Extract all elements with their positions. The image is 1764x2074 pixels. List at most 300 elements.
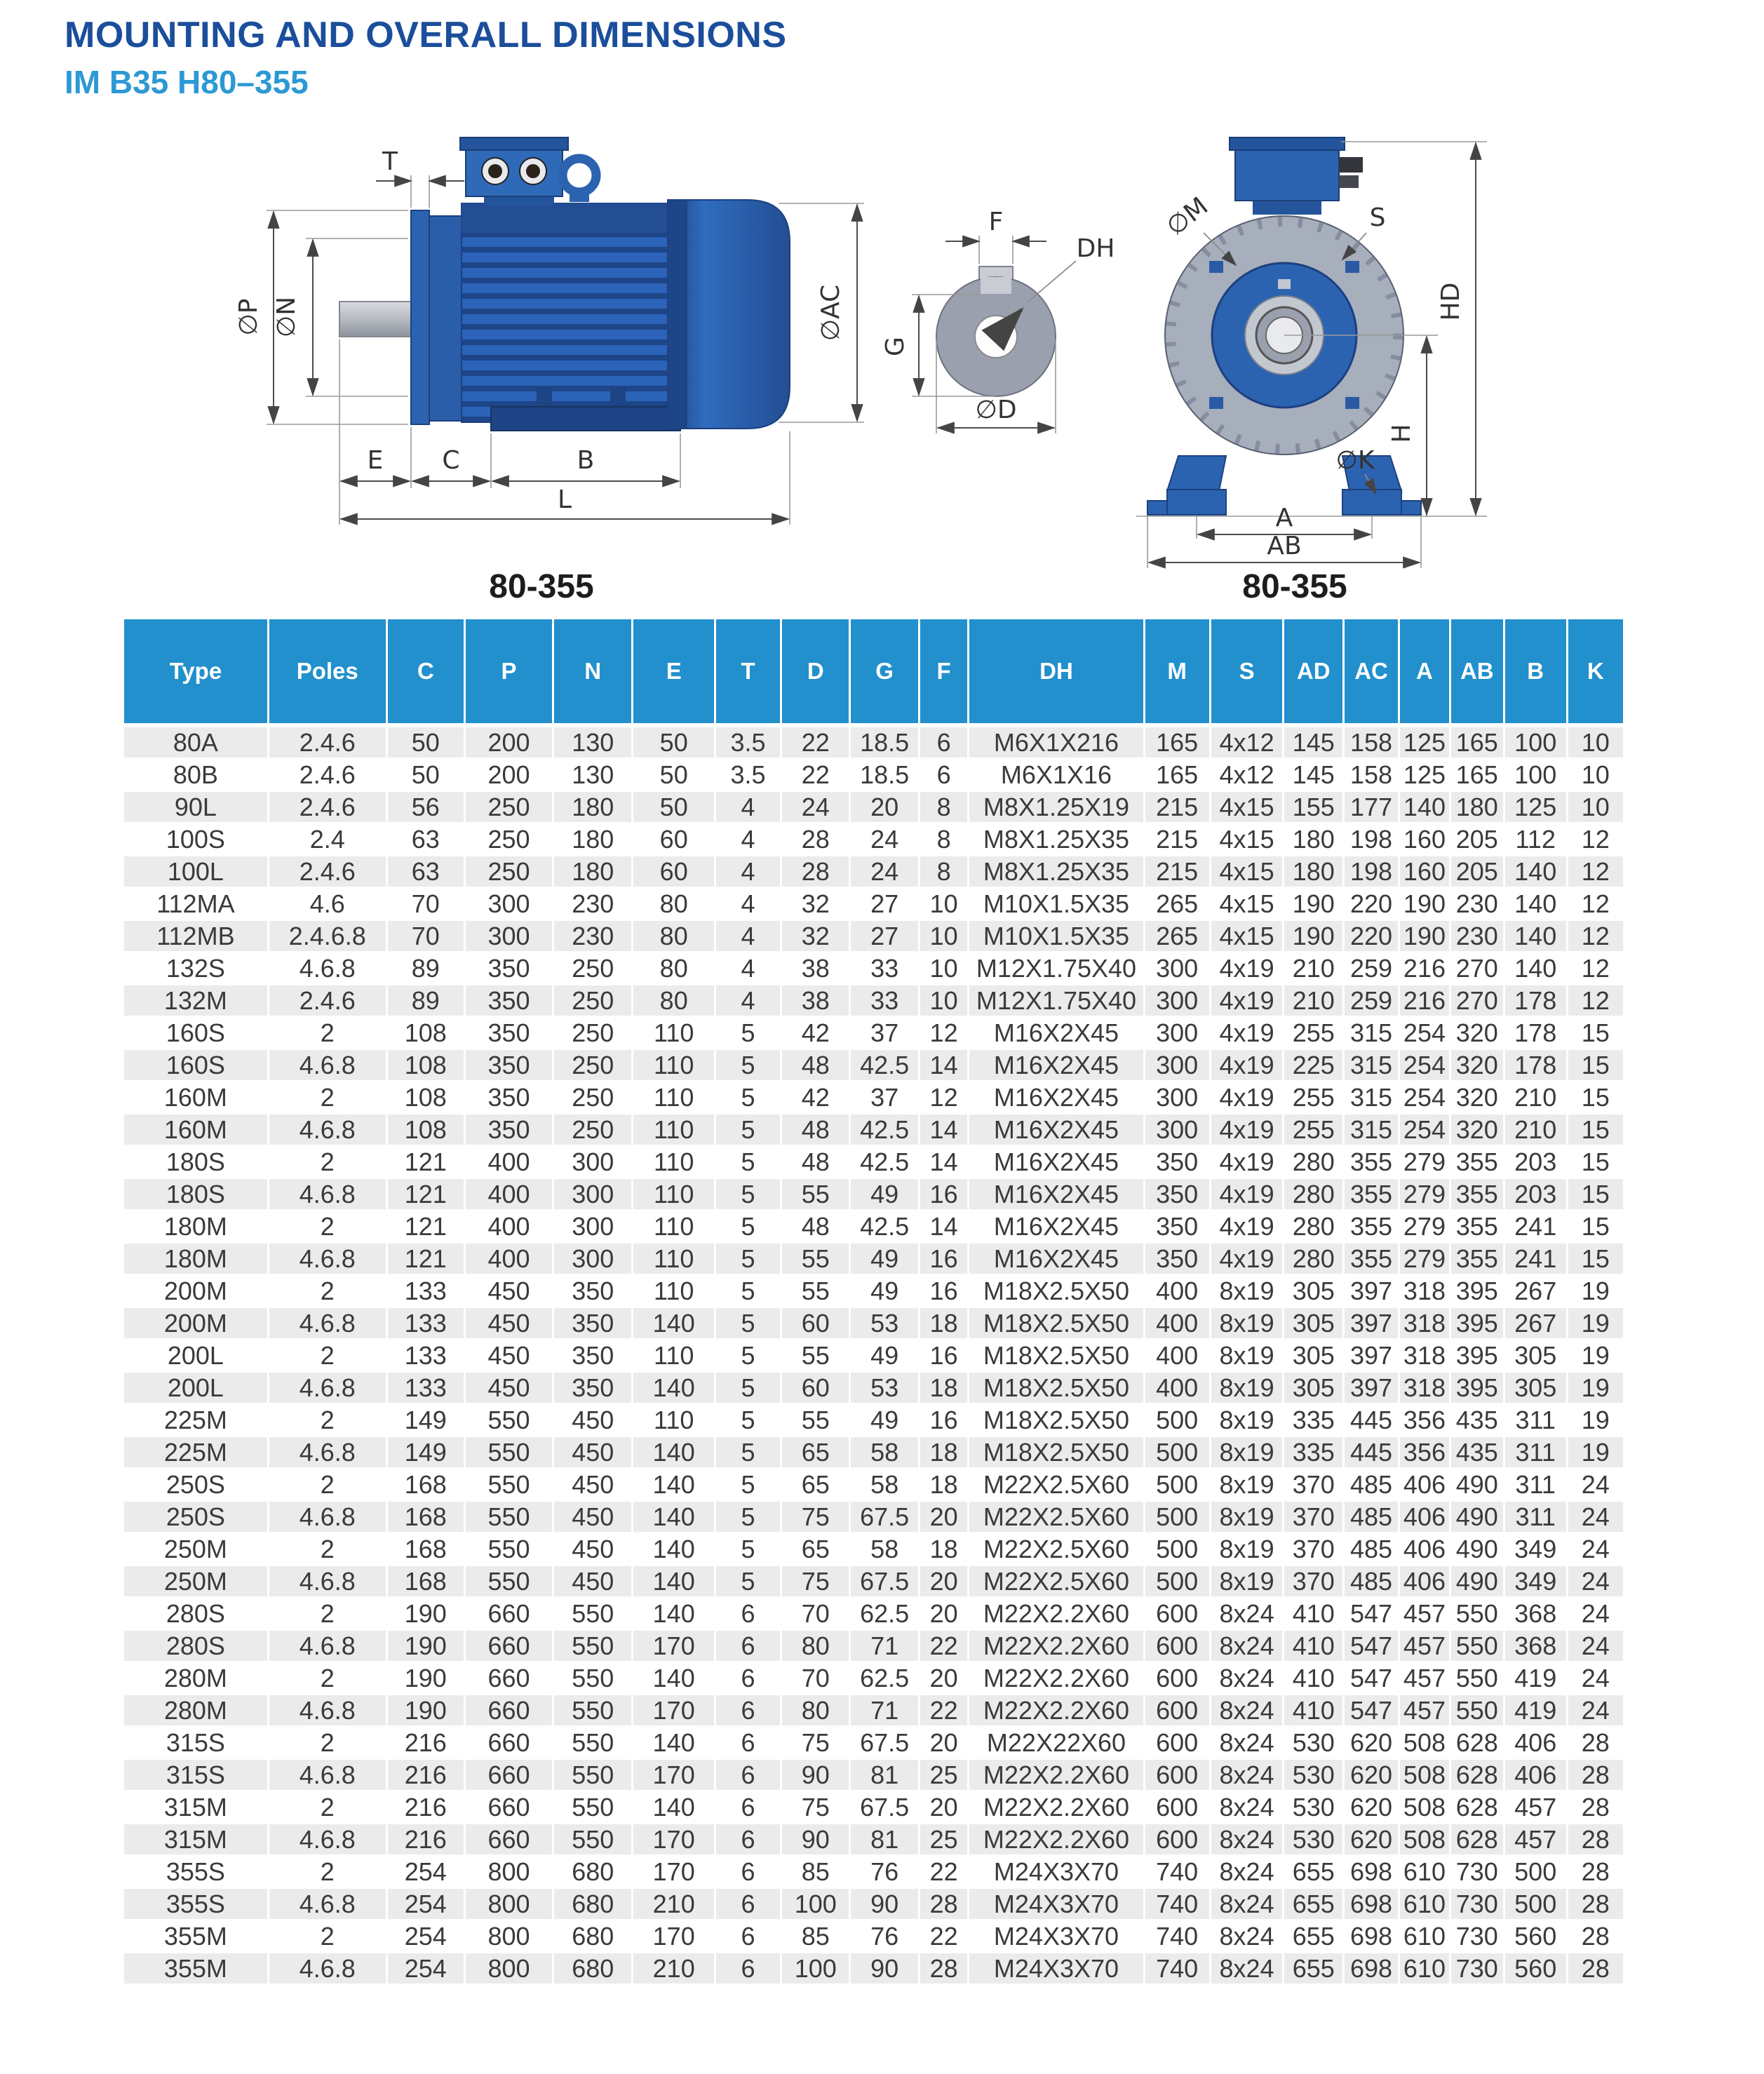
cell: 660	[464, 1662, 553, 1695]
cell: 32	[781, 920, 850, 952]
cell: 170	[633, 1759, 715, 1791]
cell: 16	[919, 1243, 969, 1275]
cell: 70	[386, 888, 464, 920]
dim-label-c: C	[442, 446, 460, 475]
cell: 350	[1144, 1146, 1210, 1178]
cell: 250	[553, 1017, 633, 1049]
cell: 550	[553, 1727, 633, 1759]
cell: 550	[1450, 1662, 1504, 1695]
cell: 76	[850, 1920, 919, 1953]
cell: 112MA	[124, 888, 268, 920]
cell: 356	[1399, 1404, 1450, 1436]
column-header-type: Type	[124, 619, 268, 725]
cell: 530	[1284, 1759, 1344, 1791]
cell: 6	[715, 1791, 781, 1824]
cell: 530	[1284, 1727, 1344, 1759]
cell: 12	[1567, 823, 1624, 856]
cell: 320	[1450, 1017, 1504, 1049]
cell: 121	[386, 1146, 464, 1178]
cell: 355	[1344, 1211, 1399, 1243]
cell: 660	[464, 1695, 553, 1727]
cell: 5	[715, 1533, 781, 1565]
header-row	[124, 619, 1624, 725]
cell: 8x24	[1210, 1598, 1284, 1630]
cell: 335	[1284, 1404, 1344, 1436]
cell: 550	[553, 1598, 633, 1630]
column-header-c: C	[386, 619, 464, 725]
cell: 198	[1344, 823, 1399, 856]
cell: 10	[919, 985, 969, 1017]
cell: 170	[633, 1695, 715, 1727]
cell: 2.4.6	[268, 791, 386, 823]
dimensions-table	[124, 619, 1625, 1986]
cell: 140	[633, 1307, 715, 1340]
cell: 655	[1284, 1953, 1344, 1985]
cell: 210	[1504, 1082, 1567, 1114]
cell: 2.4	[268, 823, 386, 856]
cell: 4x19	[1210, 1243, 1284, 1275]
cell: 210	[633, 1888, 715, 1920]
cell: 350	[464, 952, 553, 985]
cell: 655	[1284, 1920, 1344, 1953]
cell: 48	[781, 1146, 850, 1178]
cell: 406	[1399, 1501, 1450, 1533]
cell: 160M	[124, 1082, 268, 1114]
cell: 24	[850, 856, 919, 888]
cell: 133	[386, 1275, 464, 1307]
cell: 280S	[124, 1598, 268, 1630]
cell: 300	[464, 888, 553, 920]
table-row	[124, 759, 1624, 791]
column-header-m: M	[1144, 619, 1210, 725]
cell: 49	[850, 1340, 919, 1372]
cell: 5	[715, 1049, 781, 1082]
cell: 6	[715, 1695, 781, 1727]
cell: M24X3X70	[969, 1953, 1144, 1985]
cell: 395	[1450, 1372, 1504, 1404]
cell: 620	[1344, 1791, 1399, 1824]
cell: 140	[1504, 952, 1567, 985]
cell: 397	[1344, 1275, 1399, 1307]
cell: 216	[386, 1791, 464, 1824]
cell: 16	[919, 1340, 969, 1372]
cell: 419	[1504, 1662, 1567, 1695]
cell: 210	[1284, 985, 1344, 1017]
cell: 450	[553, 1404, 633, 1436]
cell: 300	[1144, 1017, 1210, 1049]
table-row	[124, 1888, 1624, 1920]
cell: 20	[919, 1501, 969, 1533]
cell: 145	[1284, 725, 1344, 759]
cell: 300	[553, 1146, 633, 1178]
cell: 15	[1567, 1243, 1624, 1275]
cell: 4x19	[1210, 1114, 1284, 1146]
cell: M22X2.5X60	[969, 1469, 1144, 1501]
cell: 315M	[124, 1791, 268, 1824]
cell: 4x15	[1210, 920, 1284, 952]
cell: 85	[781, 1856, 850, 1888]
cell: 2	[268, 1662, 386, 1695]
cell: 254	[386, 1888, 464, 1920]
cell: 200M	[124, 1275, 268, 1307]
cell: M24X3X70	[969, 1920, 1144, 1953]
column-header-dh: DH	[969, 619, 1144, 725]
column-header-t: T	[715, 619, 781, 725]
cell: 170	[633, 1856, 715, 1888]
cell: 318	[1399, 1340, 1450, 1372]
cell: M12X1.75X40	[969, 985, 1144, 1017]
cell: 67.5	[850, 1565, 919, 1598]
table-row	[124, 985, 1624, 1017]
cell: 254	[1399, 1114, 1450, 1146]
cell: 48	[781, 1211, 850, 1243]
table-row	[124, 1953, 1624, 1985]
cell: 280	[1284, 1211, 1344, 1243]
cell: 8x24	[1210, 1662, 1284, 1695]
cell: 4x12	[1210, 759, 1284, 791]
column-header-s: S	[1210, 619, 1284, 725]
column-header-a: A	[1399, 619, 1450, 725]
cell: 4	[715, 985, 781, 1017]
cell: 259	[1344, 952, 1399, 985]
cell: 410	[1284, 1630, 1344, 1662]
cell: 80	[633, 985, 715, 1017]
cell: 300	[553, 1211, 633, 1243]
cell: 457	[1399, 1598, 1450, 1630]
cell: 6	[919, 759, 969, 791]
cell: 457	[1399, 1695, 1450, 1727]
cell: 14	[919, 1114, 969, 1146]
cell: 24	[1567, 1565, 1624, 1598]
cell: 410	[1284, 1695, 1344, 1727]
cell: 65	[781, 1436, 850, 1469]
cell: 42.5	[850, 1211, 919, 1243]
cell: 550	[1450, 1630, 1504, 1662]
cell: 550	[553, 1791, 633, 1824]
cell: 628	[1450, 1824, 1504, 1856]
cell: M22X2.2X60	[969, 1598, 1144, 1630]
table-row	[124, 1049, 1624, 1082]
cell: 200L	[124, 1372, 268, 1404]
cell: 4.6.8	[268, 1114, 386, 1146]
cell: 90	[781, 1759, 850, 1791]
cell: 300	[1144, 1082, 1210, 1114]
cell: 65	[781, 1469, 850, 1501]
cell: 80A	[124, 725, 268, 759]
cell: 550	[553, 1630, 633, 1662]
cell: 305	[1284, 1307, 1344, 1340]
cell: 350	[464, 1114, 553, 1146]
cell: 130	[553, 759, 633, 791]
cell: 80	[781, 1695, 850, 1727]
cell: M16X2X45	[969, 1017, 1144, 1049]
cell: M16X2X45	[969, 1114, 1144, 1146]
cell: 355	[1450, 1243, 1504, 1275]
cell: 190	[1284, 888, 1344, 920]
cell: 27	[850, 888, 919, 920]
cell: 100	[1504, 759, 1567, 791]
cell: 100	[781, 1888, 850, 1920]
dim-label-b: B	[577, 446, 595, 475]
cell: 280	[1284, 1243, 1344, 1275]
cell: M16X2X45	[969, 1211, 1144, 1243]
cell: 55	[781, 1275, 850, 1307]
cell: 4x12	[1210, 725, 1284, 759]
cell: 4.6.8	[268, 1759, 386, 1791]
cell: 8x24	[1210, 1630, 1284, 1662]
cell: 368	[1504, 1598, 1567, 1630]
cell: 800	[464, 1856, 553, 1888]
dim-label-n: ∅N	[272, 296, 301, 338]
cell: 2	[268, 1211, 386, 1243]
cell: 2	[268, 1017, 386, 1049]
cell: 216	[386, 1759, 464, 1791]
cell: 600	[1144, 1695, 1210, 1727]
cell: 170	[633, 1920, 715, 1953]
cell: 70	[781, 1662, 850, 1695]
cell: 2	[268, 1146, 386, 1178]
cell: 5	[715, 1565, 781, 1598]
cell: 620	[1344, 1727, 1399, 1759]
cell: 355M	[124, 1953, 268, 1985]
cell: M8X1.25X35	[969, 823, 1144, 856]
cell: 550	[553, 1662, 633, 1695]
cell: 2	[268, 1598, 386, 1630]
cell: 450	[553, 1565, 633, 1598]
cell: 490	[1450, 1565, 1504, 1598]
table-row	[124, 1436, 1624, 1469]
cell: 4x19	[1210, 1146, 1284, 1178]
cell: 190	[1399, 888, 1450, 920]
cell: M16X2X45	[969, 1178, 1144, 1211]
cell: 610	[1399, 1856, 1450, 1888]
cell: 660	[464, 1759, 553, 1791]
cell: 24	[1567, 1469, 1624, 1501]
cell: 89	[386, 952, 464, 985]
cell: 6	[715, 1727, 781, 1759]
cell: 168	[386, 1565, 464, 1598]
cell: 315	[1344, 1082, 1399, 1114]
cell: 500	[1144, 1436, 1210, 1469]
cell: 121	[386, 1178, 464, 1211]
cell: 547	[1344, 1630, 1399, 1662]
cell: 457	[1399, 1630, 1450, 1662]
cell: 19	[1567, 1404, 1624, 1436]
cell: 355S	[124, 1888, 268, 1920]
cell: 125	[1399, 759, 1450, 791]
cell: 60	[781, 1307, 850, 1340]
cell: 28	[1567, 1920, 1624, 1953]
cell: 267	[1504, 1275, 1567, 1307]
cell: 80B	[124, 759, 268, 791]
table-row	[124, 1372, 1624, 1404]
cell: M10X1.5X35	[969, 920, 1144, 952]
cell: 8x24	[1210, 1791, 1284, 1824]
cell: 5	[715, 1469, 781, 1501]
cell: 28	[781, 856, 850, 888]
cell: 4x19	[1210, 1017, 1284, 1049]
cell: 600	[1144, 1598, 1210, 1630]
cell: 4x19	[1210, 985, 1284, 1017]
cell: 508	[1399, 1727, 1450, 1759]
cell: 8x19	[1210, 1404, 1284, 1436]
cell: M18X2.5X50	[969, 1275, 1144, 1307]
cell: 12	[919, 1082, 969, 1114]
cell: 6	[919, 725, 969, 759]
column-header-g: G	[850, 619, 919, 725]
dim-label-hd: HD	[1436, 282, 1465, 321]
cell: 320	[1450, 1082, 1504, 1114]
cell: 550	[553, 1759, 633, 1791]
table-row	[124, 1662, 1624, 1695]
cell: 370	[1284, 1565, 1344, 1598]
cell: 547	[1344, 1598, 1399, 1630]
dim-label-k: ∅K	[1335, 446, 1375, 475]
cell: 550	[1450, 1598, 1504, 1630]
cell: 85	[781, 1920, 850, 1953]
cell: 318	[1399, 1372, 1450, 1404]
cell: 4.6.8	[268, 1630, 386, 1662]
cell: 190	[386, 1630, 464, 1662]
dim-label-ac: ∅AC	[816, 284, 845, 342]
cell: 435	[1450, 1404, 1504, 1436]
cell: 15	[1567, 1049, 1624, 1082]
cell: 50	[633, 759, 715, 791]
cell: 660	[464, 1630, 553, 1662]
cell: 8x19	[1210, 1275, 1284, 1307]
cell: 5	[715, 1243, 781, 1275]
cell: 70	[386, 920, 464, 952]
cell: 397	[1344, 1340, 1399, 1372]
cell: 49	[850, 1404, 919, 1436]
cell: 250	[464, 791, 553, 823]
cell: 24	[1567, 1533, 1624, 1565]
cell: 730	[1450, 1920, 1504, 1953]
cell: 203	[1504, 1178, 1567, 1211]
cell: 132S	[124, 952, 268, 985]
cell: 600	[1144, 1727, 1210, 1759]
column-header-d: D	[781, 619, 850, 725]
cell: 450	[464, 1307, 553, 1340]
table-row	[124, 1469, 1624, 1501]
cell: 42	[781, 1082, 850, 1114]
cell: 5	[715, 1211, 781, 1243]
cell: M18X2.5X50	[969, 1307, 1144, 1340]
dim-label-s: S	[1369, 203, 1386, 232]
cell: 800	[464, 1920, 553, 1953]
cell: 18	[919, 1436, 969, 1469]
cell: 90	[850, 1888, 919, 1920]
cell: 110	[633, 1114, 715, 1146]
cell: 12	[919, 1017, 969, 1049]
cell: 5	[715, 1404, 781, 1436]
cell: 280	[1284, 1146, 1344, 1178]
cell: 165	[1450, 725, 1504, 759]
cell: 149	[386, 1436, 464, 1469]
dim-label-f: F	[988, 208, 1004, 236]
cell: 300	[553, 1243, 633, 1275]
cell: 48	[781, 1114, 850, 1146]
cell: 140	[1504, 888, 1567, 920]
cell: 250	[464, 823, 553, 856]
cell: 2.4.6	[268, 725, 386, 759]
cell: 4	[715, 888, 781, 920]
cell: 250	[553, 1049, 633, 1082]
cell: 560	[1504, 1953, 1567, 1985]
cell: 65	[781, 1533, 850, 1565]
cell: 110	[633, 1049, 715, 1082]
cell: 628	[1450, 1759, 1504, 1791]
cell: 254	[386, 1920, 464, 1953]
cell: 140	[633, 1469, 715, 1501]
cell: 15	[1567, 1114, 1624, 1146]
cell: 15	[1567, 1178, 1624, 1211]
cell: 165	[1144, 759, 1210, 791]
cell: 254	[1399, 1082, 1450, 1114]
column-header-ad: AD	[1284, 619, 1344, 725]
cell: 200	[464, 725, 553, 759]
cell: M22X2.2X60	[969, 1630, 1144, 1662]
cell: 168	[386, 1469, 464, 1501]
table-row	[124, 1501, 1624, 1533]
cell: 370	[1284, 1533, 1344, 1565]
cell: 2	[268, 1533, 386, 1565]
cell: 450	[553, 1469, 633, 1501]
cell: M18X2.5X50	[969, 1436, 1144, 1469]
drawing-caption-front: 80-355	[1242, 568, 1347, 605]
table-row	[124, 1533, 1624, 1565]
cell: M22X22X60	[969, 1727, 1144, 1759]
cell: M22X2.2X60	[969, 1791, 1144, 1824]
cell: 170	[633, 1824, 715, 1856]
cell: 305	[1284, 1372, 1344, 1404]
cell: 8x24	[1210, 1759, 1284, 1791]
cell: 4.6.8	[268, 1953, 386, 1985]
cell: 60	[781, 1372, 850, 1404]
cell: 5	[715, 1307, 781, 1340]
cell: 49	[850, 1243, 919, 1275]
cell: 320	[1450, 1049, 1504, 1082]
cell: 350	[553, 1372, 633, 1404]
cell: 355	[1344, 1243, 1399, 1275]
cell: 10	[919, 888, 969, 920]
dim-label-p: ∅P	[234, 298, 263, 336]
cell: M8X1.25X35	[969, 856, 1144, 888]
cell: 355S	[124, 1856, 268, 1888]
table-row	[124, 1146, 1624, 1178]
cell: 259	[1344, 985, 1399, 1017]
cell: 80	[633, 952, 715, 985]
cell: 547	[1344, 1695, 1399, 1727]
cell: 28	[1567, 1791, 1624, 1824]
cell: 450	[553, 1501, 633, 1533]
cell: 42	[781, 1017, 850, 1049]
cell: 5	[715, 1017, 781, 1049]
cell: 22	[781, 759, 850, 791]
cell: 108	[386, 1114, 464, 1146]
cell: 5	[715, 1372, 781, 1404]
cell: 315	[1344, 1049, 1399, 1082]
cell: 108	[386, 1082, 464, 1114]
cell: 55	[781, 1340, 850, 1372]
cell: 180M	[124, 1211, 268, 1243]
shaft-section-drawing	[881, 208, 1115, 433]
table-row	[124, 1920, 1624, 1953]
cell: 620	[1344, 1759, 1399, 1791]
page-title: MOUNTING AND OVERALL DIMENSIONS	[65, 15, 787, 55]
cell: 8x19	[1210, 1307, 1284, 1340]
cell: 406	[1399, 1469, 1450, 1501]
